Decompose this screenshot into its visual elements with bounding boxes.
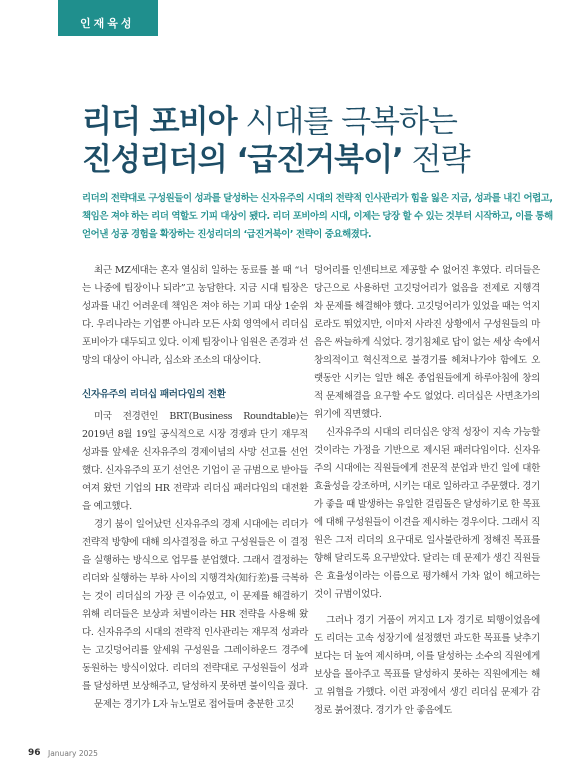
right-paragraph-3: 그러나 경기 거품이 꺼지고 L자 경기로 퇴행이었음에도 리더는 고속 성장기에 설정했던 과도한 목표를 낮추기보다는 더 높여 제시하며, 이를 달성하는 소수의 직원에게 보상을 몰아주고 목표를 달성하지 못하는 직원에게는 해고 위협을 가했다. 이런 과정에서 생긴 리더십 문제가 감정로 붉어졌다. 경기가 안 좋음에도 <box>314 615 540 716</box>
article-title <box>82 103 552 179</box>
section-label: 인재육성 <box>80 17 135 30</box>
right-paragraph-1: 덩어리를 인센티브로 제공할 수 없어진 후였다. 리더들은 당근으로 사용하던 고깃덩어리가 없음을 전제로 지행격차 문제를 해결해야 했다. 고깃덩어리가 있었을 때는 억지로라도 뛰었지만, 이마저 사라진 상황에서 구성원들의 마음은 싸늘하게 식었다. 경기침체로 답이 없는 세상 속에서 창의적이고 혁신적으로 불경기를 헤쳐나가야 함에도 오랫동안 시키는 일만 해온 종업원들에게 하루아침에 창의적 문제해결을 요구할 수도 없었다. 리더십은 사면초가의 위기에 직면했다. <box>314 265 540 420</box>
sub-heading: 신자유주의 리더십 패러다임의 전환 <box>82 389 226 400</box>
right-paragraph-2: 신자유주의 시대의 리더십은 양적 성장이 지속 가능할 것이라는 가정을 기반으로 제시된 패러다임이다. 신자유주의 시대에는 직원들에게 전문적 분업과 반긴 일에 대한 효율성을 강조하며, 시키는 대로 일하라고 주문했다. 경기가 좋을 때 발생하는 유일한 걸림돌은 달성하기로 한 목표에 대해 구성원들이 이견을 제시하는 경우이다. 그래서 직원은 그저 리더의 요구대로 일사불란하게 정해진 목표를 향해 달리도록 요구받았다. 달리는 데 문제가 생긴 직원들은 효율성이라는 이름으로 평가해서 가차 없이 해고하는 것이 규범이었다. <box>314 427 540 600</box>
article-lead: 리더의 전략대로 구성원들이 성과를 달성하는 신자유주의 시대의 전략적 인사관리가 힘을 잃은 지금, 성과를 내긴 어렵고, 책임은 져야 하는 리더 역할도 기피 대상이 됐다. 리더 포비아의 시대, 이제는 당장 할 수 있는 것부터 시작하고, 이를 통해 얻어낸 성공 경험을 확장하는 진성리더의 ‘급진거북이’ 전략이 중요해졌다. <box>82 193 553 240</box>
title-line2-rest: 전략 <box>402 142 470 178</box>
title-line2-bold: 진성리더의 ‘급진거북이’ <box>82 142 403 178</box>
issue-date: January 2025 <box>48 749 98 758</box>
left-paragraph-3: 경기 붐이 일어났던 신자유주의 경제 시대에는 리더가 전략적 방향에 대해 의사결정을 하고 구성원들은 이 결정을 실행하는 방식으로 업무를 분업했다. 그래서 결정하는 리더와 실행하는 부하 사이의 지행격차(知行差)를 극복하는 것이 리더십의 가장 큰 이슈였고, 이 문제를 해결하기 위해 리더들은 보상과 처벌이라는 HR 전략을 사용해 왔다. 신자유주의 시대의 전략적 인사관리는 재무적 성과라는 고깃덩어리를 앞세워 구성원을 그레이하운드 경주에 동원하는 방식이었다. 리더의 전략대로 구성원들이 성과를 달성하면 보상해주고, 달성하지 못하면 불이익을 줬다. <box>82 519 308 692</box>
title-line1-bold: 리더 포비아 <box>82 104 237 140</box>
left-paragraph-1: 최근 MZ세대는 혼자 열심히 일하는 동료를 볼 때 “너는 나중에 팀장이나 되라”고 농담한다. 지금 시대 팀장은 성과를 내긴 어려운데 책임은 져야 하는 기피 대상 1순위다. 우리나라는 기업뿐 아니라 모든 사회 영역에서 리더십 포비아가 대두되고 있다. 이제 팀장이나 임원은 존경과 선망의 대상이 아니라, 십소와 조소의 대상이다. <box>82 265 308 366</box>
left-paragraph-2: 미국 전경련인 BRT(Business Roundtable)는 2019년 8월 19일 공식적으로 시장 경쟁과 단기 재무적 성과를 앞세운 신자유주의 경제이념의 사망 선고를 선언했다. 신자유주의 포기 선언은 기업이 곧 규범으로 받아들여져 왔던 기업의 HR 전략과 리더십 패러다임의 대전환을 예고했다. <box>82 411 308 512</box>
right-column <box>314 262 540 720</box>
section-tab <box>58 0 158 36</box>
page-number: 96 <box>28 748 41 758</box>
left-column <box>82 262 308 714</box>
left-paragraph-4: 문제는 경기가 L자 뉴노멀로 접어들며 충분한 고깃 <box>94 699 294 710</box>
title-line1-rest: 시대를 극복하는 <box>236 104 457 140</box>
